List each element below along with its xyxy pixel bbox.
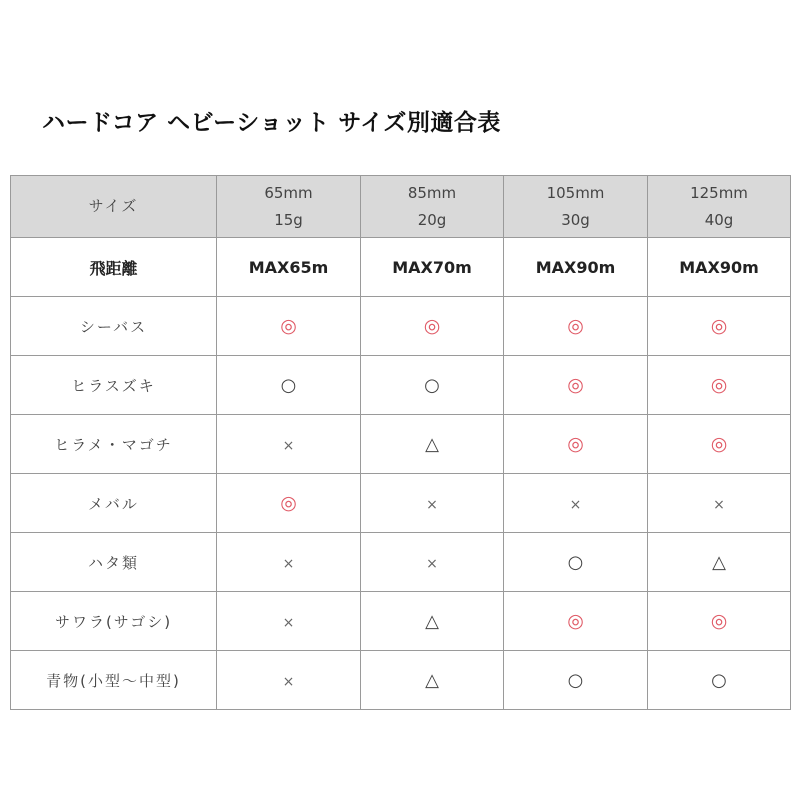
cross-mark: × xyxy=(713,496,725,513)
size-length: 105mm xyxy=(546,183,605,202)
rating-cell xyxy=(217,474,361,533)
size-weight: 15g xyxy=(274,210,303,229)
rating-cell xyxy=(504,592,648,651)
rating-cell xyxy=(648,474,791,533)
rating-cell xyxy=(361,533,504,592)
triangle-mark: △ xyxy=(712,551,726,573)
circle-mark: ○ xyxy=(424,374,440,396)
size-compatibility-table xyxy=(10,175,791,710)
size-length: 65mm xyxy=(264,183,313,202)
size-column-header xyxy=(648,176,791,238)
rating-cell xyxy=(648,533,791,592)
table-row xyxy=(11,474,791,533)
rating-cell xyxy=(504,297,648,356)
distance-value: MAX65m xyxy=(217,238,361,297)
cross-mark: × xyxy=(569,496,582,513)
table-row xyxy=(11,415,791,474)
triangle-mark: △ xyxy=(425,610,439,632)
size-weight: 20g xyxy=(417,210,447,229)
triangle-mark: △ xyxy=(425,433,439,455)
rating-cell xyxy=(217,533,361,592)
double-circle-mark: ◎ xyxy=(423,314,441,337)
rating-cell xyxy=(648,651,791,710)
cross-mark: × xyxy=(426,555,438,572)
distance-value: MAX70m xyxy=(361,238,504,297)
size-column-header xyxy=(217,176,361,238)
size-weight: 40g xyxy=(704,210,734,229)
rating-cell xyxy=(361,592,504,651)
triangle-mark: △ xyxy=(425,669,439,691)
cross-mark: × xyxy=(426,496,438,513)
cross-mark: × xyxy=(282,437,295,454)
header-row xyxy=(11,176,791,238)
double-circle-mark: ◎ xyxy=(710,373,728,396)
rating-cell xyxy=(361,415,504,474)
double-circle-mark: ◎ xyxy=(567,432,584,455)
double-circle-mark: ◎ xyxy=(567,373,584,396)
rating-cell xyxy=(648,592,791,651)
circle-mark: ○ xyxy=(280,374,297,396)
fish-label: シーバス xyxy=(11,297,217,356)
table-row xyxy=(11,592,791,651)
rating-cell xyxy=(504,415,648,474)
circle-mark: ○ xyxy=(567,551,584,573)
rating-cell xyxy=(361,651,504,710)
distance-value: MAX90m xyxy=(648,238,791,297)
size-length: 125mm xyxy=(690,183,748,202)
size-column-header xyxy=(504,176,648,238)
rating-cell xyxy=(504,474,648,533)
distance-value: MAX90m xyxy=(504,238,648,297)
table-row xyxy=(11,533,791,592)
table-row xyxy=(11,356,791,415)
double-circle-mark: ◎ xyxy=(710,314,728,337)
rating-cell xyxy=(217,651,361,710)
circle-mark: ○ xyxy=(711,669,727,691)
double-circle-mark: ◎ xyxy=(710,609,728,632)
fish-label: サワラ(サゴシ) xyxy=(11,592,217,651)
rating-cell xyxy=(648,356,791,415)
fish-label: ヒラスズキ xyxy=(11,356,217,415)
fish-label: メバル xyxy=(11,474,217,533)
double-circle-mark: ◎ xyxy=(280,314,297,337)
rating-cell xyxy=(217,592,361,651)
double-circle-mark: ◎ xyxy=(710,432,728,455)
page-title: ハードコア ヘビーショット サイズ別適合表 xyxy=(42,110,501,136)
rating-cell xyxy=(504,533,648,592)
rating-cell xyxy=(648,297,791,356)
distance-row xyxy=(11,238,791,297)
rating-cell xyxy=(217,297,361,356)
size-column-header xyxy=(361,176,504,238)
double-circle-mark: ◎ xyxy=(280,491,297,514)
fish-label: ヒラメ・マゴチ xyxy=(11,415,217,474)
table-row xyxy=(11,297,791,356)
size-header-label: サイズ xyxy=(11,176,217,238)
rating-cell xyxy=(361,474,504,533)
circle-mark: ○ xyxy=(567,669,584,691)
fish-label: 青物(小型〜中型) xyxy=(11,651,217,710)
table-row xyxy=(11,651,791,710)
cross-mark: × xyxy=(282,673,295,690)
double-circle-mark: ◎ xyxy=(567,609,584,632)
distance-label: 飛距離 xyxy=(11,238,217,297)
rating-cell xyxy=(217,356,361,415)
rating-cell xyxy=(217,415,361,474)
cross-mark: × xyxy=(282,614,295,631)
rating-cell xyxy=(648,415,791,474)
double-circle-mark: ◎ xyxy=(567,314,584,337)
rating-cell xyxy=(504,651,648,710)
rating-cell xyxy=(361,356,504,415)
size-weight: 30g xyxy=(561,210,590,229)
rating-cell xyxy=(361,297,504,356)
cross-mark: × xyxy=(282,555,295,572)
fish-label: ハタ類 xyxy=(11,533,217,592)
size-length: 85mm xyxy=(407,183,457,202)
rating-cell xyxy=(504,356,648,415)
